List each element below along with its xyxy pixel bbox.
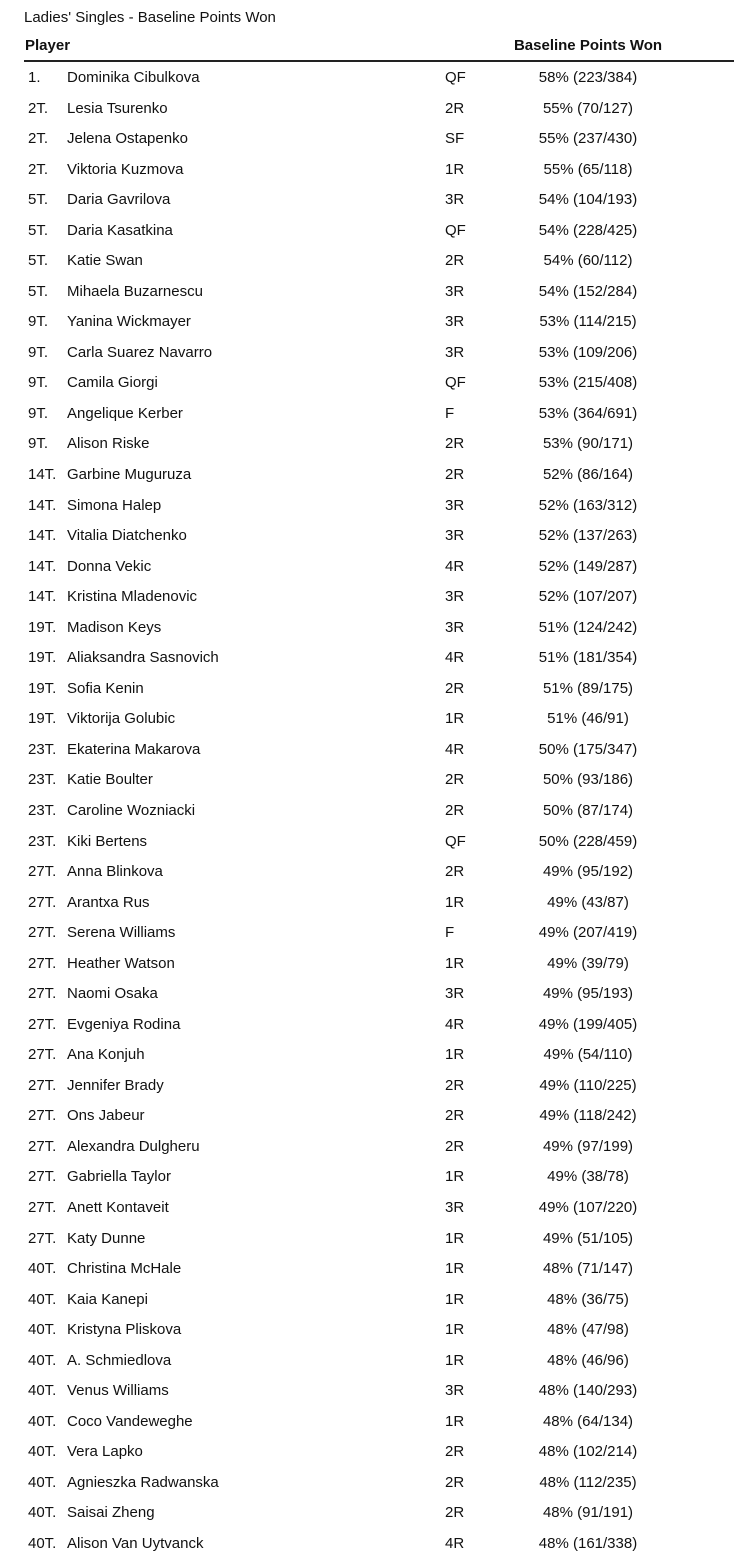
round-reached: 4R [445, 557, 465, 575]
player-name: Kaia Kanepi [67, 1290, 148, 1308]
player-name: A. Schmiedlova [67, 1351, 172, 1369]
baseline-points-won: 53% (90/171) [542, 435, 634, 453]
player-rank: 14T. [28, 557, 57, 575]
baseline-points-won: 55% (65/118) [543, 160, 633, 178]
player-rank: 14T. [28, 466, 57, 484]
baseline-points-won: 48% (64/134) [542, 1412, 634, 1430]
player-rank: 9T. [28, 404, 49, 422]
table-row [0, 460, 756, 490]
baseline-points-won: 49% (38/78) [547, 1168, 629, 1186]
round-reached: 3R [445, 1198, 465, 1216]
player-rank: 9T. [28, 374, 49, 392]
player-name: Kiki Bertens [67, 832, 148, 850]
table-row [0, 827, 756, 857]
table-row [0, 1376, 756, 1406]
player-rank: 23T. [28, 801, 57, 819]
baseline-points-won: 54% (228/425) [538, 221, 638, 239]
player-name: Camila Giorgi [67, 374, 158, 392]
baseline-points-won: 53% (215/408) [538, 374, 638, 392]
player-rank: 2T. [28, 160, 49, 178]
baseline-points-won: 53% (109/206) [538, 343, 638, 361]
player-name: Caroline Wozniacki [67, 801, 196, 819]
player-name: Heather Watson [67, 954, 175, 972]
player-name: Agnieszka Radwanska [67, 1473, 219, 1491]
column-header-baseline-points-won: Baseline Points Won [513, 37, 663, 54]
round-reached: 1R [445, 954, 465, 972]
player-rank: 19T. [28, 649, 57, 667]
table-row [0, 796, 756, 826]
player-name: Garbine Muguruza [67, 466, 192, 484]
table-row [0, 582, 756, 612]
baseline-points-won: 50% (87/174) [542, 801, 634, 819]
table-row [0, 246, 756, 276]
baseline-points-won: 48% (46/96) [547, 1351, 629, 1369]
baseline-points-won: 50% (228/459) [538, 832, 638, 850]
player-name: Viktoria Kuzmova [67, 160, 184, 178]
baseline-points-won: 48% (102/214) [538, 1443, 638, 1461]
player-name: Venus Williams [67, 1382, 169, 1400]
baseline-points-won: 48% (71/147) [542, 1260, 634, 1278]
player-name: Serena Williams [67, 924, 176, 942]
player-rank: 2T. [28, 99, 49, 117]
round-reached: 3R [445, 1382, 465, 1400]
baseline-points-won: 54% (60/112) [543, 252, 633, 270]
table-row [0, 1437, 756, 1467]
round-reached: 1R [445, 1168, 465, 1186]
round-reached: 3R [445, 588, 465, 606]
player-name: Viktorija Golubic [67, 710, 176, 728]
player-name: Yanina Wickmayer [67, 313, 191, 331]
round-reached: 1R [445, 893, 465, 911]
baseline-points-won: 49% (207/419) [538, 924, 638, 942]
player-name: Jelena Ostapenko [67, 130, 188, 148]
player-name: Vera Lapko [67, 1443, 143, 1461]
baseline-points-won: 49% (43/87) [547, 893, 629, 911]
round-reached: 3R [445, 527, 465, 545]
table-row [0, 1193, 756, 1223]
player-name: Gabriella Taylor [67, 1168, 171, 1186]
player-rank: 40T. [28, 1534, 57, 1552]
table-row [0, 185, 756, 215]
player-rank: 1. [28, 69, 41, 86]
player-name: Jennifer Brady [67, 1076, 164, 1094]
table-row [0, 1162, 756, 1192]
round-reached: 2R [445, 252, 465, 270]
table-row [0, 1285, 756, 1315]
player-rank: 27T. [28, 1229, 57, 1247]
player-name: Anett Kontaveit [67, 1198, 169, 1216]
baseline-points-won: 48% (47/98) [547, 1321, 629, 1339]
round-reached: 4R [445, 1015, 465, 1033]
table-row [0, 307, 756, 337]
player-rank: 27T. [28, 924, 57, 942]
baseline-points-won: 48% (112/235) [539, 1473, 637, 1491]
table-row [0, 1010, 756, 1040]
round-reached: 1R [445, 1351, 465, 1369]
table-row [0, 949, 756, 979]
player-rank: 27T. [28, 985, 57, 1003]
player-rank: 27T. [28, 1198, 57, 1216]
table-row [0, 216, 756, 246]
baseline-points-won: 49% (95/193) [542, 985, 634, 1003]
header-divider [24, 60, 734, 62]
table-row [0, 1132, 756, 1162]
table-row [0, 765, 756, 795]
round-reached: 2R [445, 863, 465, 881]
table-row [0, 1529, 756, 1559]
player-rank: 40T. [28, 1473, 57, 1491]
round-reached: 1R [445, 1229, 465, 1247]
table-row [0, 613, 756, 643]
table-row [0, 674, 756, 704]
baseline-points-won: 53% (364/691) [538, 404, 638, 422]
round-reached: 4R [445, 1534, 465, 1552]
round-reached: 2R [445, 435, 465, 453]
baseline-points-won: 51% (89/175) [542, 679, 634, 697]
player-rank: 27T. [28, 1137, 57, 1155]
player-name: Vitalia Diatchenko [67, 527, 187, 545]
table-row [0, 1071, 756, 1101]
round-reached: 1R [445, 1412, 465, 1430]
baseline-points-won: 49% (54/110) [543, 1046, 633, 1064]
table-row [0, 63, 756, 93]
table-row [0, 643, 756, 673]
player-rank: 5T. [28, 221, 49, 239]
table-row [0, 918, 756, 948]
player-name: Alexandra Dulgheru [67, 1137, 200, 1155]
baseline-points-won: 52% (163/312) [538, 496, 638, 514]
baseline-points-won: 48% (91/191) [542, 1504, 634, 1522]
player-rank: 27T. [28, 863, 57, 881]
baseline-points-won: 51% (46/91) [547, 710, 629, 728]
table-row [0, 368, 756, 398]
player-rank: 40T. [28, 1351, 57, 1369]
baseline-points-won: 53% (114/215) [539, 313, 637, 331]
player-name: Ana Konjuh [67, 1046, 145, 1064]
baseline-points-won: 49% (110/225) [539, 1076, 637, 1094]
round-reached: 2R [445, 1076, 465, 1094]
table-row [0, 1407, 756, 1437]
baseline-points-won: 49% (51/105) [542, 1229, 634, 1247]
table-row [0, 338, 756, 368]
player-rank: 27T. [28, 1046, 57, 1064]
player-rank: 5T. [28, 282, 49, 300]
table-row [0, 94, 756, 124]
table-row [0, 857, 756, 887]
baseline-points-won: 48% (140/293) [538, 1382, 638, 1400]
round-reached: 1R [445, 1321, 465, 1339]
player-name: Evgeniya Rodina [67, 1015, 181, 1033]
baseline-points-won: 49% (118/242) [539, 1107, 637, 1125]
round-reached: 4R [445, 649, 465, 667]
table-row [0, 552, 756, 582]
player-name: Ons Jabeur [67, 1107, 145, 1125]
player-rank: 27T. [28, 1015, 57, 1033]
table-row [0, 399, 756, 429]
player-name: Alison Van Uytvanck [67, 1534, 204, 1552]
round-reached: F [445, 404, 455, 422]
baseline-points-won: 49% (107/220) [538, 1198, 638, 1216]
round-reached: 2R [445, 466, 465, 484]
player-name: Naomi Osaka [67, 985, 158, 1003]
player-name: Daria Kasatkina [67, 221, 173, 239]
baseline-points-won: 48% (36/75) [547, 1290, 629, 1308]
table-row [0, 155, 756, 185]
round-reached: 4R [445, 740, 465, 758]
player-rank: 14T. [28, 496, 57, 514]
player-name: Dominika Cibulkova [67, 69, 200, 86]
baseline-points-won: 55% (237/430) [538, 130, 638, 148]
baseline-points-won: 55% (70/127) [542, 99, 634, 117]
table-row [0, 735, 756, 765]
baseline-points-won: 49% (199/405) [538, 1015, 638, 1033]
table-row [0, 1315, 756, 1345]
round-reached: 3R [445, 313, 465, 331]
player-rank: 27T. [28, 954, 57, 972]
table-row [0, 429, 756, 459]
round-reached: QF [445, 374, 466, 392]
baseline-points-won: 52% (107/207) [538, 588, 638, 606]
round-reached: 3R [445, 191, 465, 209]
player-rank: 40T. [28, 1412, 57, 1430]
player-rank: 5T. [28, 252, 49, 270]
player-rank: 40T. [28, 1504, 57, 1522]
round-reached: 1R [445, 710, 465, 728]
player-rank: 9T. [28, 435, 49, 453]
player-rank: 40T. [28, 1443, 57, 1461]
baseline-points-won: 48% (161/338) [538, 1534, 638, 1552]
baseline-points-won: 58% (223/384) [538, 69, 638, 86]
baseline-points-won: 52% (86/164) [542, 466, 634, 484]
player-rank: 27T. [28, 1168, 57, 1186]
player-rank: 14T. [28, 588, 57, 606]
round-reached: 2R [445, 1137, 465, 1155]
player-name: Katie Boulter [67, 771, 153, 789]
round-reached: F [445, 924, 455, 942]
player-name: Kristina Mladenovic [67, 588, 198, 606]
round-reached: 3R [445, 618, 465, 636]
baseline-points-won: 52% (137/263) [538, 527, 638, 545]
baseline-points-won: 54% (104/193) [538, 191, 638, 209]
player-rank: 23T. [28, 771, 57, 789]
round-reached: 3R [445, 343, 465, 361]
player-name: Mihaela Buzarnescu [67, 282, 203, 300]
player-rank: 27T. [28, 893, 57, 911]
player-rank: 9T. [28, 343, 49, 361]
baseline-points-won: 51% (124/242) [538, 618, 638, 636]
table-row [0, 1498, 756, 1528]
table-row [0, 1101, 756, 1131]
player-name: Katy Dunne [67, 1229, 146, 1247]
player-name: Saisai Zheng [67, 1504, 155, 1522]
player-rank: 27T. [28, 1107, 57, 1125]
table-row [0, 1224, 756, 1254]
round-reached: 3R [445, 985, 465, 1003]
player-name: Lesia Tsurenko [67, 99, 168, 117]
player-name: Katie Swan [67, 252, 143, 270]
round-reached: 2R [445, 1504, 465, 1522]
player-name: Carla Suarez Navarro [67, 343, 213, 361]
player-rank: 2T. [28, 130, 49, 148]
round-reached: 1R [445, 160, 465, 178]
player-name: Anna Blinkova [67, 863, 163, 881]
table-row [0, 491, 756, 521]
player-rank: 19T. [28, 679, 57, 697]
table-row [0, 521, 756, 551]
round-reached: 2R [445, 99, 465, 117]
round-reached: 2R [445, 801, 465, 819]
player-rank: 9T. [28, 313, 49, 331]
player-name: Ekaterina Makarova [67, 740, 201, 758]
round-reached: 1R [445, 1260, 465, 1278]
baseline-points-won: 51% (181/354) [538, 649, 638, 667]
player-name: Angelique Kerber [67, 404, 183, 422]
table-row [0, 1040, 756, 1070]
table-row [0, 124, 756, 154]
round-reached: 2R [445, 771, 465, 789]
player-name: Coco Vandeweghe [67, 1412, 193, 1430]
column-header-player: Player [25, 37, 71, 54]
baseline-points-won: 54% (152/284) [538, 282, 638, 300]
player-rank: 40T. [28, 1321, 57, 1339]
player-name: Simona Halep [67, 496, 162, 514]
player-name: Sofia Kenin [67, 679, 144, 697]
table-row [0, 1468, 756, 1498]
player-name: Alison Riske [67, 435, 150, 453]
round-reached: QF [445, 832, 466, 850]
player-rank: 5T. [28, 191, 49, 209]
player-rank: 27T. [28, 1076, 57, 1094]
round-reached: QF [445, 221, 466, 239]
table-row [0, 277, 756, 307]
table-row [0, 1254, 756, 1284]
page-title: Ladies' Singles - Baseline Points Won [24, 9, 276, 26]
baseline-points-won: 49% (97/199) [542, 1137, 634, 1155]
round-reached: 2R [445, 1443, 465, 1461]
table-row [0, 704, 756, 734]
player-name: Christina McHale [67, 1260, 182, 1278]
table-row [0, 1346, 756, 1376]
round-reached: 3R [445, 282, 465, 300]
round-reached: 1R [445, 1290, 465, 1308]
round-reached: 2R [445, 1107, 465, 1125]
table-row [0, 979, 756, 1009]
player-name: Madison Keys [67, 618, 162, 636]
player-name: Arantxa Rus [67, 893, 150, 911]
player-rank: 23T. [28, 740, 57, 758]
player-rank: 40T. [28, 1382, 57, 1400]
round-reached: 1R [445, 1046, 465, 1064]
player-rank: 40T. [28, 1260, 57, 1278]
table-row [0, 888, 756, 918]
player-rank: 23T. [28, 832, 57, 850]
player-rank: 19T. [28, 618, 57, 636]
player-name: Donna Vekic [67, 557, 152, 575]
player-name: Daria Gavrilova [67, 191, 171, 209]
baseline-points-won: 50% (175/347) [538, 740, 638, 758]
round-reached: QF [445, 69, 466, 86]
round-reached: 2R [445, 1473, 465, 1491]
player-rank: 14T. [28, 527, 57, 545]
round-reached: 3R [445, 496, 465, 514]
player-name: Aliaksandra Sasnovich [67, 649, 219, 667]
player-rank: 40T. [28, 1290, 57, 1308]
baseline-points-won: 52% (149/287) [538, 557, 638, 575]
round-reached: 2R [445, 679, 465, 697]
baseline-points-won: 50% (93/186) [542, 771, 634, 789]
player-name: Kristyna Pliskova [67, 1321, 182, 1339]
round-reached: SF [445, 130, 465, 148]
baseline-points-won: 49% (95/192) [542, 863, 634, 881]
player-rank: 19T. [28, 710, 57, 728]
baseline-points-won: 49% (39/79) [547, 954, 629, 972]
